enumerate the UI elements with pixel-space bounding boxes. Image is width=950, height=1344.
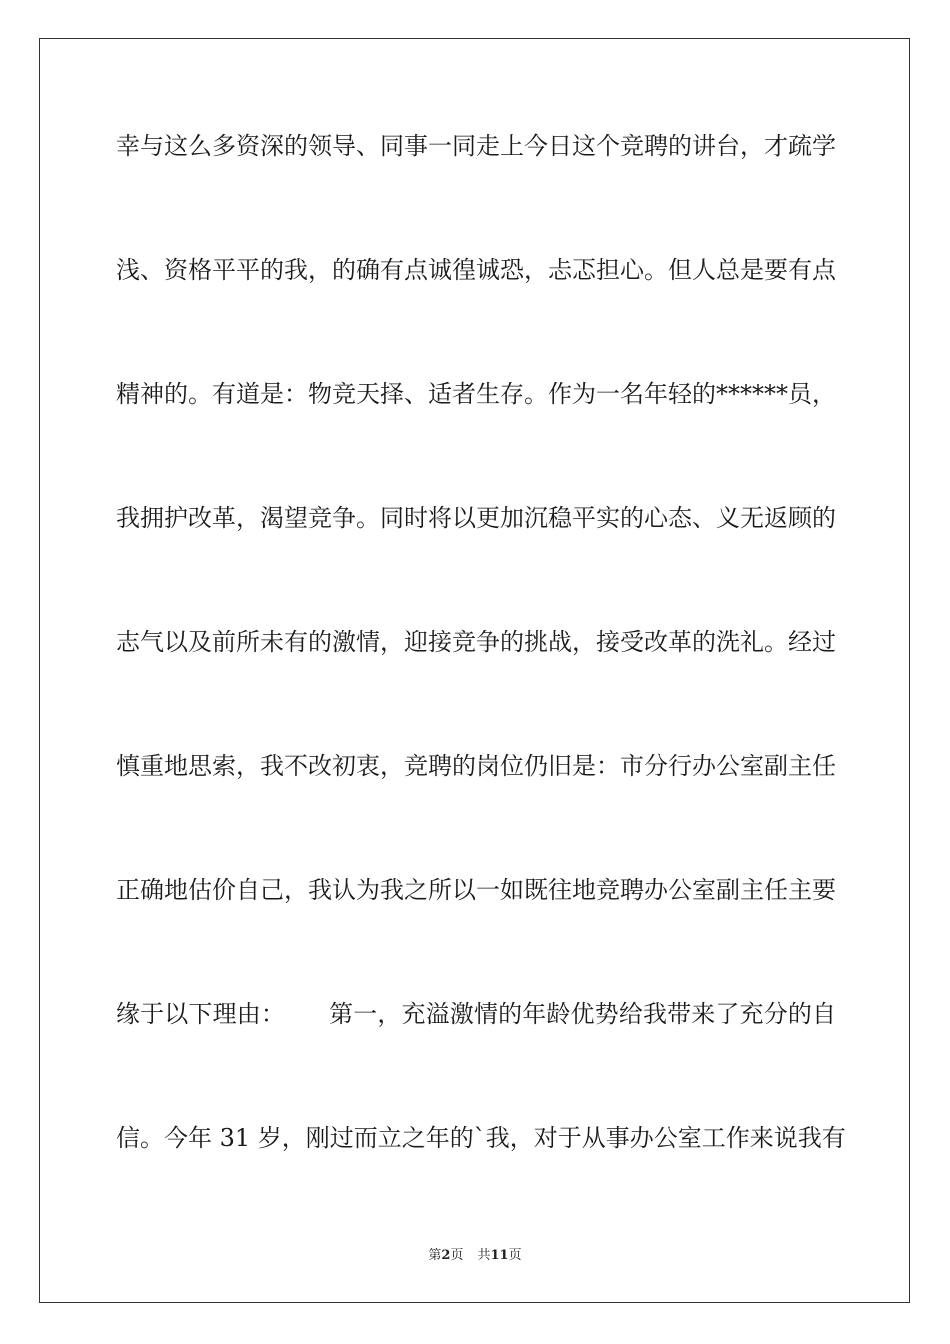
text-line: 缘于以下理由： 第一，充溢激情的年龄优势给我带来了充分的自 (116, 1000, 836, 1028)
page-number: 2 (441, 1248, 451, 1263)
text-line: 正确地估价自己，我认为我之所以一如既往地竞聘办公室副主任主要 (116, 876, 836, 904)
total-suffix: 页 (508, 1248, 522, 1263)
text-line: 慎重地思索，我不改初衷，竞聘的岗位仍旧是：市分行办公室副主任 (116, 752, 836, 780)
page-prefix: 第 (428, 1248, 442, 1263)
text-line: 浅、资格平平的我，的确有点诚徨诚恐，忐忑担心。但人总是要有点 (116, 256, 836, 284)
total-pages: 11 (490, 1248, 509, 1263)
text-line: 志气以及前所未有的激情，迎接竞争的挑战，接受改革的洗礼。经过 (116, 628, 836, 656)
text-line: 幸与这么多资深的领导、同事一同走上今日这个竞聘的讲台，才疏学 (116, 132, 836, 160)
text-line: 精神的。有道是：物竞天择、适者生存。作为一名年轻的******员， (116, 380, 836, 408)
text-line: 信。今年 31 岁，刚过而立之年的`我，对于从事办公室工作来说我有 (116, 1124, 846, 1152)
total-prefix: 共 (477, 1248, 491, 1263)
page-footer (0, 1247, 950, 1265)
body-text (116, 131, 846, 1247)
text-line: 我拥护改革，渴望竞争。同时将以更加沉稳平实的心态、义无返顾的 (116, 504, 836, 532)
page-suffix: 页 (450, 1248, 464, 1263)
